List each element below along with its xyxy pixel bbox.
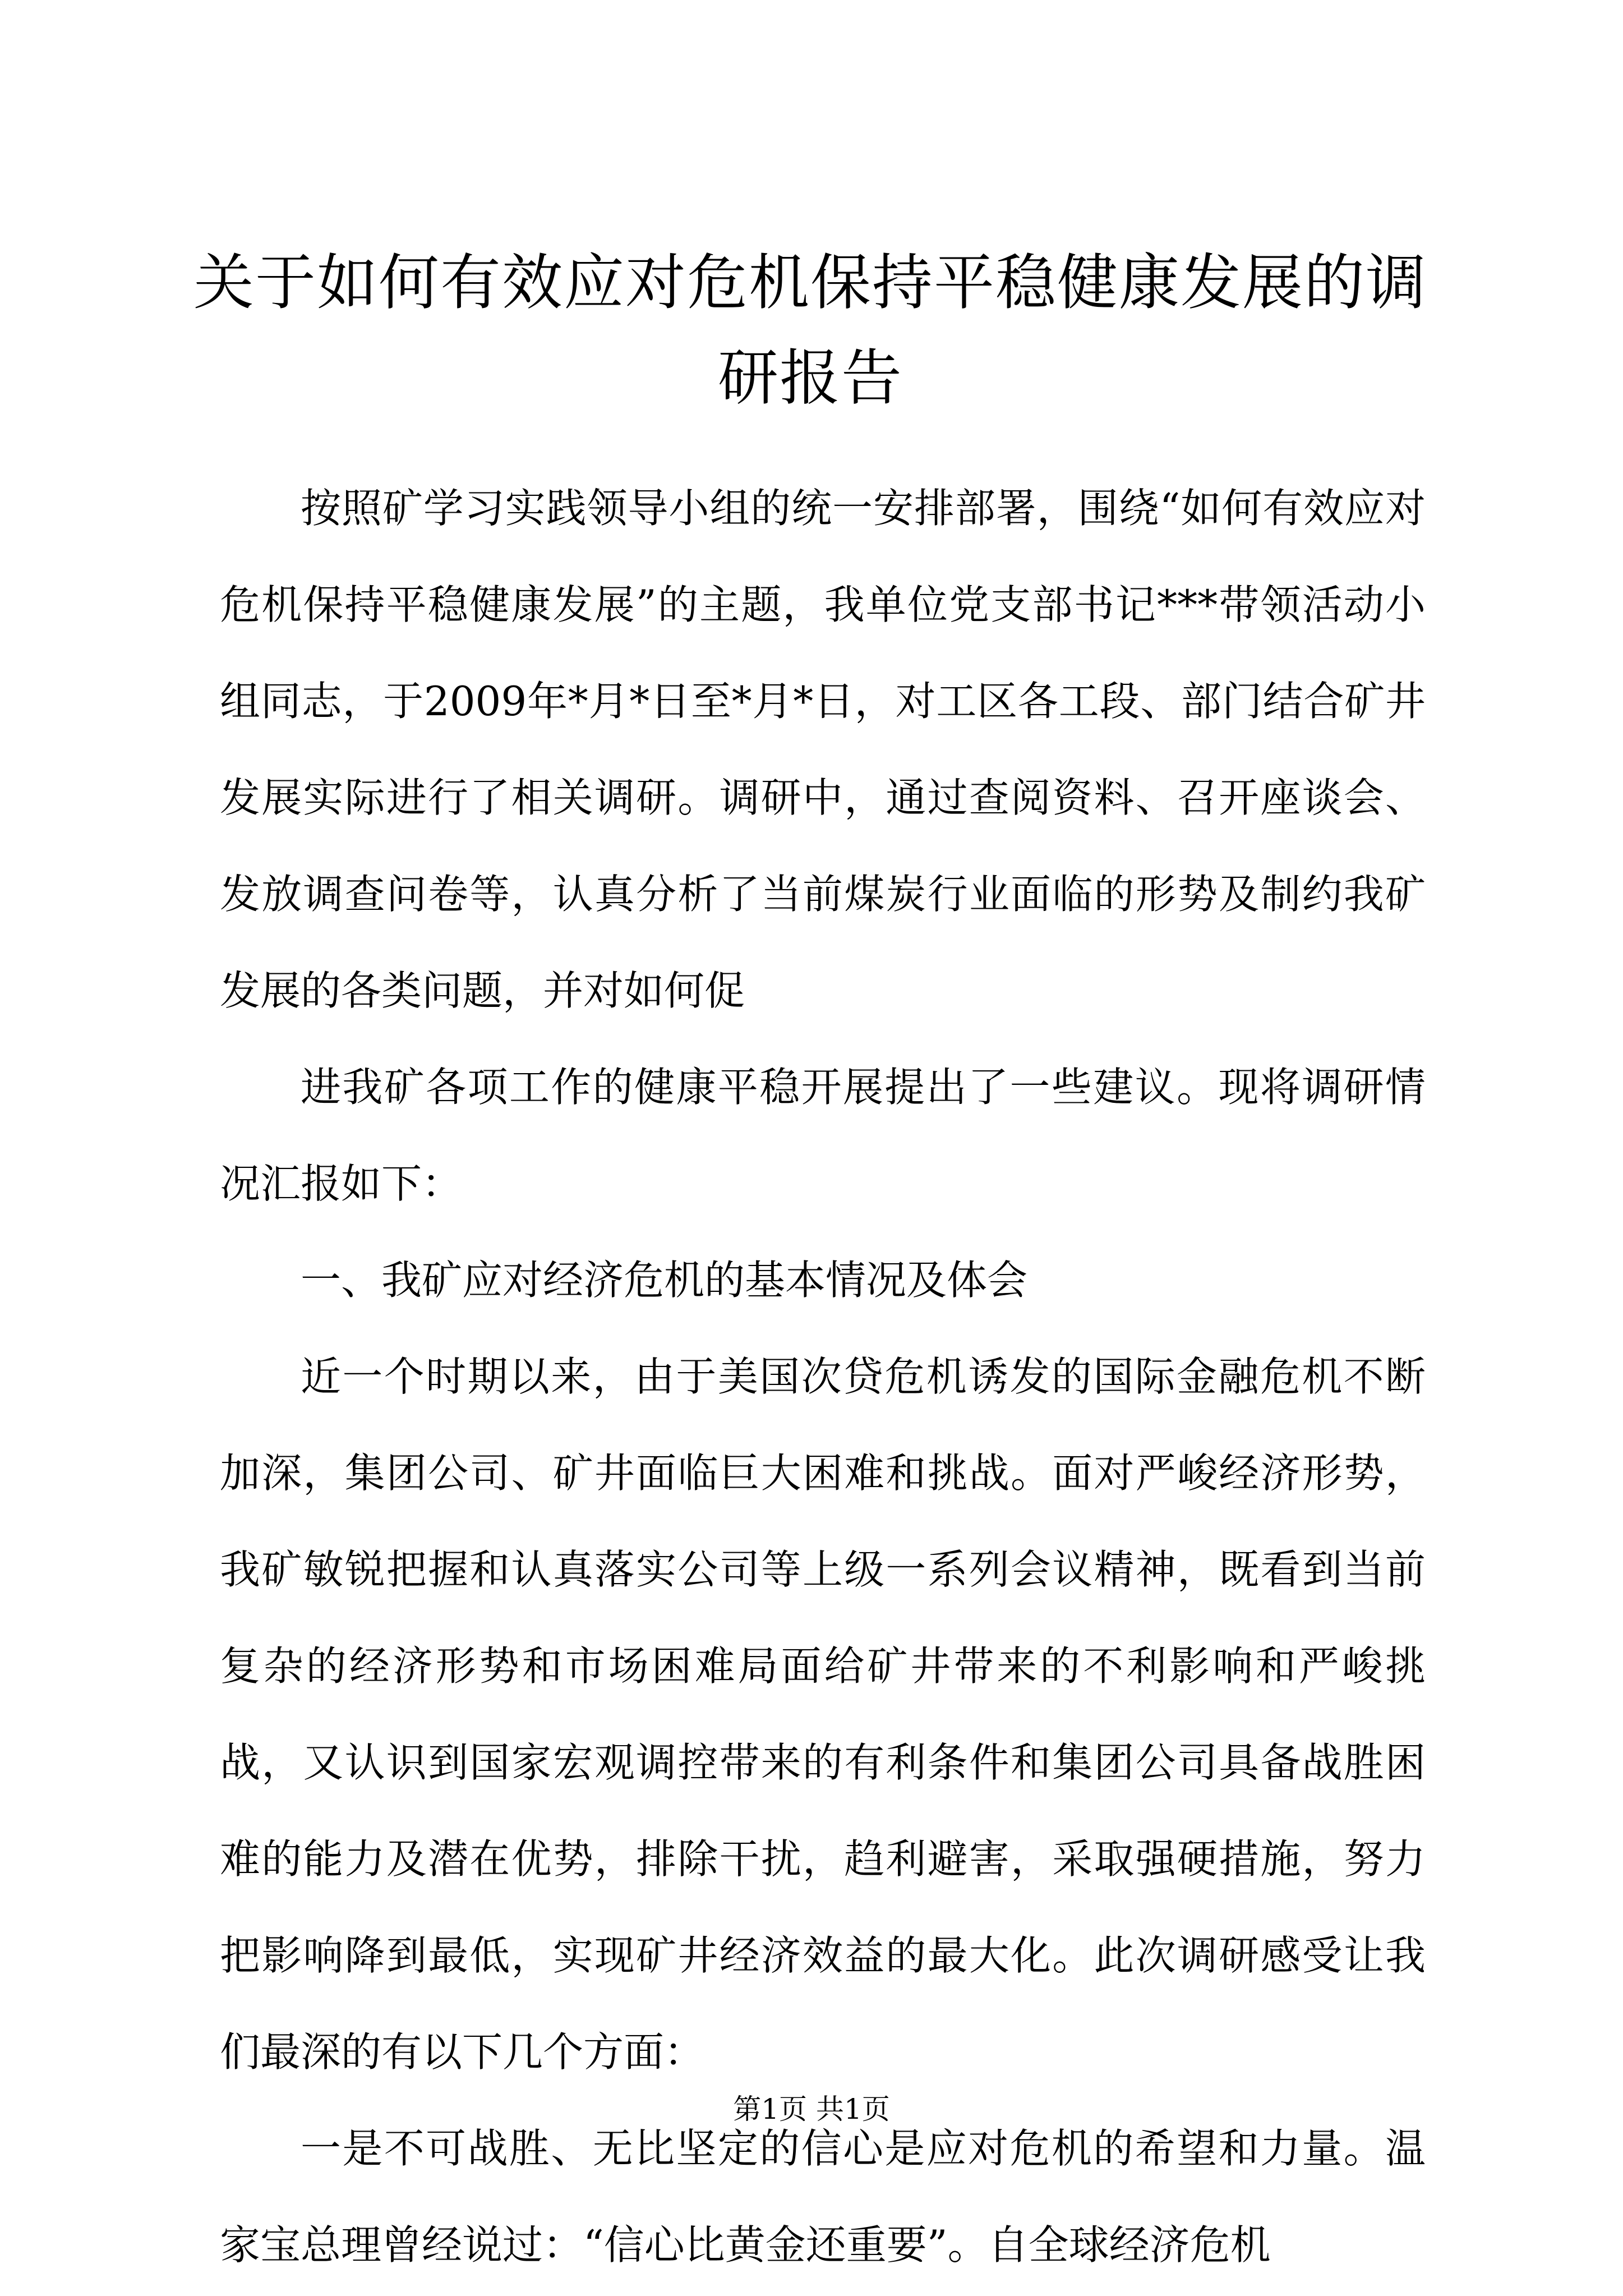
paragraph-intro: 按照矿学习实践领导小组的统一安排部署，围绕“如何有效应对危机保持平稳健康发展”的主题，我单位党支部书记***带领活动小组同志，于2009年*月*日至*月*日，对工区各工段、部门结合矿井发展实际进行了相关调研。调研中，通过查阅资料、召开座谈会、发放调查问卷等，认真分析了当前煤炭行业面临的形势及制约我矿发展的各类问题，并对如何促 [220,485,1426,1014]
paragraph-continuation: 进我矿各项工作的健康平稳开展提出了一些建议。现将调研情况汇报如下： [220,1064,1426,1207]
page-footer: 第1页 共1页 [733,2093,890,2125]
paragraph-background: 近一个时期以来，由于美国次贷危机诱发的国际金融危机不断加深，集团公司、矿井面临巨大困难和挑战。面对严峻经济形势，我矿敏锐把握和认真落实公司等上级一系列会议精神，既看到当前复杂的经济形势和市场困难局面给矿井带来的不利影响和严峻挑战，又认识到国家宏观调控带来的有利条件和集团公司具备战胜困难的能力及潜在优势，排除干扰，趋利避害，采取强硬措施，努力把影响降到最低，实现矿井经济效益的最大化。此次调研感受让我们最深的有以下几个方面： [220,1353,1426,2076]
section-heading-1: 一、我矿应对经济危机的基本情况及体会 [301,1257,1028,1304]
document-body [220,460,1426,2293]
document-title: 关于如何有效应对危机保持平稳健康发展的调研报告 [193,248,1427,413]
paragraph-point-1: 一是不可战胜、无比坚定的信心是应对危机的希望和力量。温家宝总理曾经说过：“信心比黄金还重要”。自全球经济危机 [220,2125,1426,2269]
